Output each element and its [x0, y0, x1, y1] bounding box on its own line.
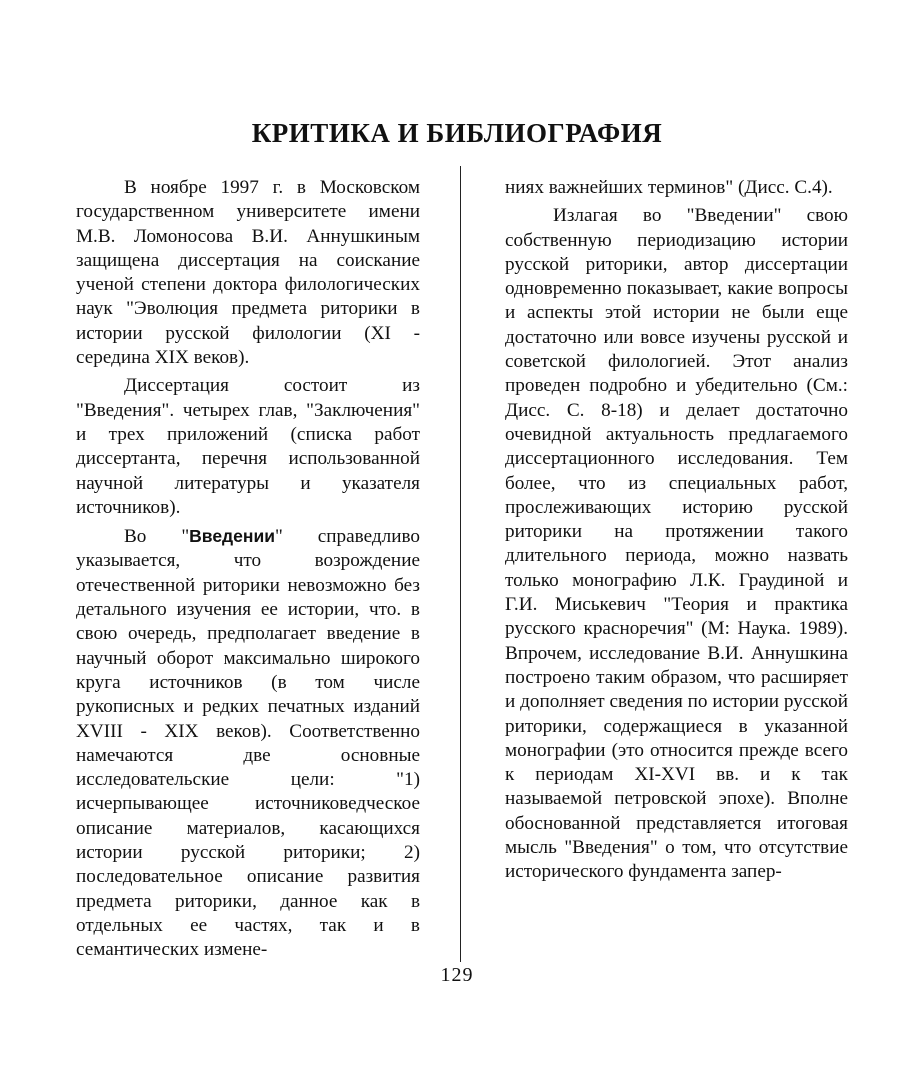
paragraph: Диссертация состоит из "Введения". четырех глав, "Заключения" и трех приложений (списка работ диссертанта, перечня использованной научной литературы и указателя источников).: [76, 375, 420, 518]
text-run: Во ": [124, 526, 190, 548]
column-divider: [460, 166, 461, 962]
page-number: 129: [440, 964, 474, 986]
paragraph: ниях важнейших терминов" (Дисс. С.4).: [505, 177, 833, 198]
text-run: " справедливо указывается, что возрождение отечественной риторики невозможно без детального изучения ее истории, что. в свою очередь, предполагает введение в научный оборот максимально широкого круга источников (в том числе рукописных и редких печатных изданий XVIII - XIX веков). Соответственно намечаются две основные исследовательские цели: "1) исчерпывающее источниковедческое описание материалов, касающихся истории русской риторики; 2) последовательное описание развития предмета риторики, данное как в отдельных ее частях, так и в семантических измене-: [76, 526, 420, 961]
paragraph: [76, 524, 420, 962]
page-title: КРИТИКА И БИБЛИОГРАФИЯ: [251, 118, 663, 148]
bold-term: Введении: [189, 526, 275, 547]
right-column: [505, 176, 848, 889]
paragraph: Излагая во "Введении" свою собственную периодизацию истории русской риторики, автор диссертации одновременно показывает, какие вопросы и аспекты этой истории не были еще достаточно или вовсе изучены русской и советской филологией. Этот анализ проведен подробно и убедительно (См.: Дисс. С. 8-18) и делает достаточно очевидной актуальность предлагаемого диссертационного исследования. Тем более, что из специальных работ, прослеживающих историю русской риторики на протяжении такого длительного периода, можно назвать только монографию Л.К. Граудиной и Г.И. Миськевич "Теория и практика русского красноречия" (М: Наука. 1989). Впрочем, исследование В.И. Аннушкина построено таким образом, что расширяет и дополняет сведения по истории русской риторики, содержащиеся в указанной монографии (это относится прежде всего к периодам XI-XVI вв. и к так называемой петровской эпохе). Вполне обоснованной представляется итоговая мысль "Введения" о том, что отсутствие исторического фундамента запер-: [505, 205, 848, 883]
paragraph: В ноябре 1997 г. в Московском государственном университете имени М.В. Ломоносова В.И. Аннушкиным защищена диссертация на соискание ученой степени доктора филологических наук "Эволюция предмета риторики в истории русской филологии (XI - середина XIX веков).: [76, 177, 420, 369]
left-column: [76, 176, 420, 967]
